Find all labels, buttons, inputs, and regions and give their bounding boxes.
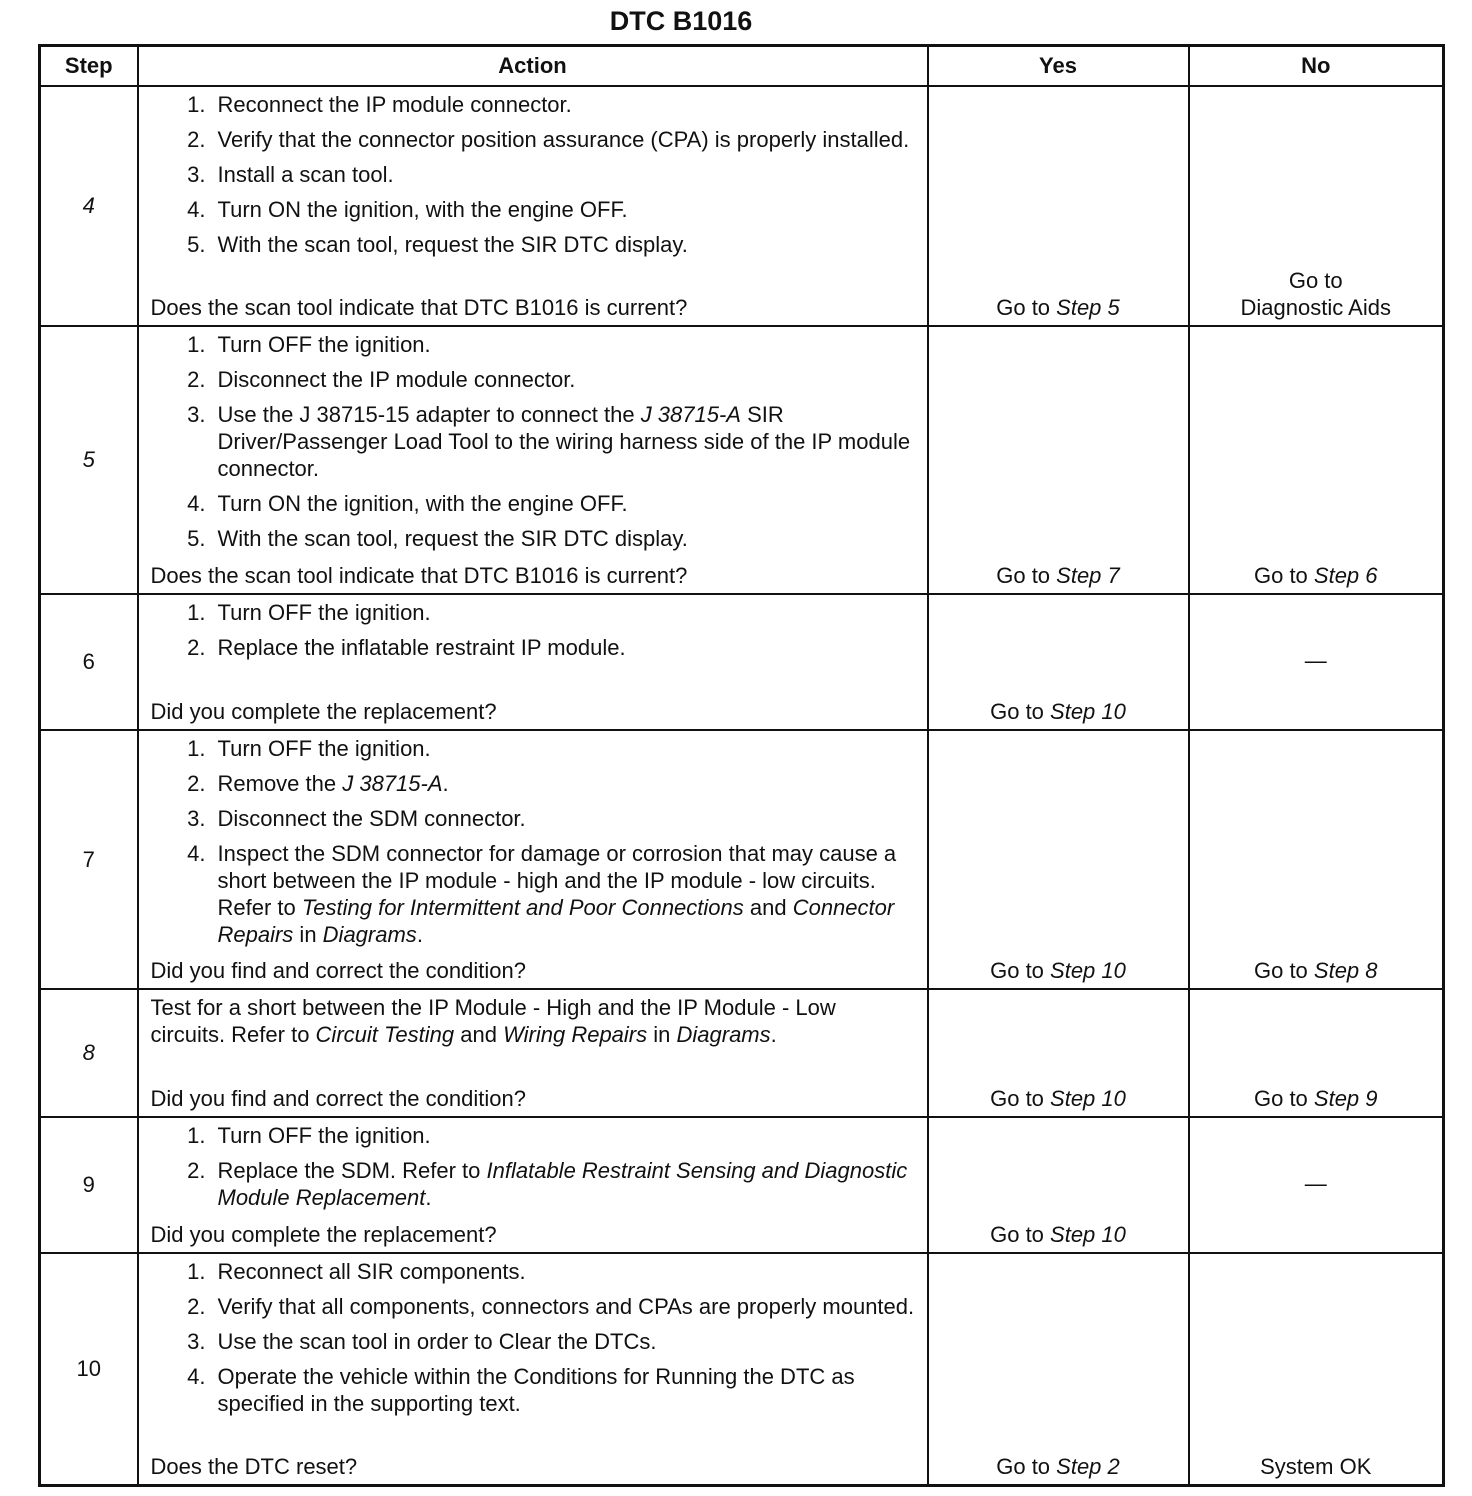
item-text-segment: Inflatable Restraint Sensing and Diagnostic Module Replacement <box>217 1158 908 1210</box>
paragraph-segment: Wiring Repairs <box>503 1022 648 1047</box>
item-text-segment: Install a scan tool. <box>217 162 394 187</box>
item-text <box>218 735 915 762</box>
item-text <box>218 490 915 517</box>
action-item <box>151 840 915 948</box>
item-text <box>218 1363 915 1417</box>
item-text-segment: J 38715-A <box>640 402 741 427</box>
action-item <box>151 525 915 552</box>
item-number: 4. <box>187 197 206 222</box>
item-text <box>218 770 915 797</box>
no-result-segment: Step 9 <box>1313 1086 1378 1111</box>
action-item <box>151 331 915 358</box>
paragraph-segment: and <box>454 1022 504 1047</box>
page-title: DTC B1016 <box>609 6 753 36</box>
action-cell <box>138 1117 928 1253</box>
action-item <box>151 805 915 832</box>
item-text <box>218 1328 915 1355</box>
item-number: 4. <box>187 491 206 516</box>
question: Did you find and correct the condition? <box>150 1086 526 1111</box>
action-content <box>139 731 927 988</box>
action-item <box>151 599 915 626</box>
item-text-segment: . <box>425 1185 432 1210</box>
dtc-table <box>38 44 1445 1487</box>
step-number: 8 <box>40 989 138 1117</box>
item-text-segment: Turn OFF the ignition. <box>217 600 431 625</box>
item-text-segment: Connector Repairs <box>217 895 895 947</box>
item-text-segment: Disconnect the SDM connector. <box>217 806 526 831</box>
item-text <box>218 366 915 393</box>
no-result-segment: Go to <box>1253 563 1314 588</box>
yes-result-segment: Go to <box>990 1222 1051 1247</box>
action-item <box>151 770 915 797</box>
step-row <box>40 86 1444 326</box>
item-text-segment: Turn OFF the ignition. <box>217 1123 431 1148</box>
yes-result-segment: Step 10 <box>1050 1222 1126 1247</box>
item-number: 1. <box>187 600 206 625</box>
step-row <box>40 1117 1444 1253</box>
action-cell <box>138 594 928 730</box>
yes-result <box>928 1253 1189 1486</box>
item-text-segment: . <box>442 771 449 796</box>
action-content <box>139 990 927 1116</box>
action-item <box>151 1157 915 1211</box>
item-number: 3. <box>187 806 206 831</box>
header-action: Action <box>138 46 928 87</box>
no-result-segment: Step 6 <box>1313 563 1378 588</box>
item-text-segment: With the scan tool, request the SIR DTC display. <box>217 526 688 551</box>
item-text <box>218 634 915 661</box>
item-text-segment: Turn ON the ignition, with the engine OFF. <box>217 197 628 222</box>
question: Does the scan tool indicate that DTC B1016 is current? <box>150 563 688 588</box>
item-text-segment: With the scan tool, request the SIR DTC display. <box>217 232 688 257</box>
yes-result-segment: Step 10 <box>1050 699 1126 724</box>
header-row <box>40 46 1444 87</box>
no-result <box>1189 594 1444 730</box>
action-content <box>139 327 927 593</box>
item-number: 5. <box>187 526 206 551</box>
paragraph-segment: Diagrams <box>676 1022 771 1047</box>
action-item <box>151 196 915 223</box>
item-text-segment: Remove the <box>217 771 343 796</box>
action-cell <box>138 326 928 594</box>
step-number: 6 <box>40 594 138 730</box>
item-text-segment: Testing for Intermittent and Poor Connections <box>301 895 744 920</box>
item-number: 1. <box>187 1259 206 1284</box>
no-result-segment: — <box>1304 1170 1327 1196</box>
yes-result <box>928 326 1189 594</box>
action-item <box>151 91 915 118</box>
item-text-segment: SIR Driver/Passenger Load Tool to the wiring harness side of the IP module connector. <box>217 402 911 481</box>
no-result <box>1189 1117 1444 1253</box>
step-row <box>40 326 1444 594</box>
no-result-segment: Go to <box>1253 1086 1314 1111</box>
item-text <box>218 599 915 626</box>
item-number: 2. <box>187 367 206 392</box>
action-cell <box>138 86 928 326</box>
item-text-segment: Turn OFF the ignition. <box>217 332 431 357</box>
step-number: 4 <box>40 86 138 326</box>
no-result <box>1189 326 1444 594</box>
action-paragraph <box>151 994 915 1048</box>
paragraph-segment: in <box>647 1022 677 1047</box>
action-content <box>139 1118 927 1252</box>
action-item <box>151 366 915 393</box>
item-number: 5. <box>187 232 206 257</box>
item-text <box>218 1258 915 1285</box>
question: Does the DTC reset? <box>150 1454 358 1479</box>
item-number: 4. <box>187 1364 206 1389</box>
yes-result-segment: Go to <box>990 958 1051 983</box>
item-text-segment: Turn OFF the ignition. <box>217 736 431 761</box>
item-text <box>218 1293 915 1320</box>
yes-result <box>928 730 1189 989</box>
action-item <box>151 1363 915 1417</box>
action-content <box>139 1254 927 1484</box>
header-no: No <box>1189 46 1444 87</box>
item-text-segment: Reconnect all SIR components. <box>217 1259 526 1284</box>
item-text <box>218 91 915 118</box>
step-number: 5 <box>40 326 138 594</box>
step-number: 9 <box>40 1117 138 1253</box>
item-text <box>218 1157 915 1211</box>
paragraph-segment: Test for a short between the IP Module - High and the IP Module - Low circuits. Refer to <box>150 995 836 1047</box>
yes-result <box>928 1117 1189 1253</box>
item-number: 1. <box>187 332 206 357</box>
item-text <box>218 525 915 552</box>
item-text-segment: Disconnect the IP module connector. <box>217 367 576 392</box>
item-text <box>218 805 915 832</box>
yes-result-segment: Step 2 <box>1056 1454 1120 1479</box>
action-list <box>151 994 915 1085</box>
yes-result <box>928 594 1189 730</box>
action-item <box>151 490 915 517</box>
item-text-segment: Inspect the SDM connector for damage or corrosion that may cause a short between the IP module - high and the IP module - low circuits. Refer to <box>217 841 897 920</box>
item-text <box>218 1122 915 1149</box>
action-item <box>151 161 915 188</box>
item-text-segment: Replace the SDM. Refer to <box>217 1158 487 1183</box>
no-result-segment: Go to <box>1288 268 1343 293</box>
action-cell <box>138 1253 928 1486</box>
item-text-segment: Use the J 38715-15 adapter to connect the <box>217 402 641 427</box>
action-item <box>151 1293 915 1320</box>
yes-result-segment: Go to <box>990 699 1051 724</box>
yes-result-segment: Go to <box>996 295 1057 320</box>
no-result <box>1189 86 1444 326</box>
yes-result-segment: Go to <box>996 563 1057 588</box>
header-yes: Yes <box>928 46 1189 87</box>
item-text-segment: . <box>416 922 423 947</box>
item-number: 3. <box>187 162 206 187</box>
item-text <box>218 161 915 188</box>
action-cell <box>138 730 928 989</box>
yes-result-segment: Step 10 <box>1050 1086 1126 1111</box>
no-result <box>1189 730 1444 989</box>
action-content <box>139 87 927 325</box>
no-result <box>1189 989 1444 1117</box>
item-text-segment: Reconnect the IP module connector. <box>217 92 572 117</box>
action-item <box>151 735 915 762</box>
action-item <box>151 231 915 258</box>
action-list <box>151 1122 915 1221</box>
question: Did you complete the replacement? <box>150 1222 497 1247</box>
yes-result-segment: Go to <box>990 1086 1051 1111</box>
item-text <box>218 840 915 948</box>
step-number: 10 <box>40 1253 138 1486</box>
action-item <box>151 1122 915 1149</box>
no-result-segment: Step 8 <box>1313 958 1378 983</box>
item-text-segment: J 38715-A <box>342 771 443 796</box>
question: Did you complete the replacement? <box>150 699 497 724</box>
yes-result <box>928 989 1189 1117</box>
action-list <box>151 1258 915 1453</box>
yes-result-segment: Step 10 <box>1050 958 1126 983</box>
action-cell <box>138 989 928 1117</box>
step-row <box>40 594 1444 730</box>
no-result <box>1189 1253 1444 1486</box>
step-number: 7 <box>40 730 138 989</box>
step-row <box>40 730 1444 989</box>
no-result-segment: Go to <box>1253 958 1314 983</box>
item-number: 2. <box>187 1294 206 1319</box>
paragraph-segment: . <box>770 1022 777 1047</box>
item-number: 1. <box>187 1123 206 1148</box>
item-text <box>218 196 915 223</box>
action-list <box>151 599 915 698</box>
action-list <box>151 735 915 957</box>
action-item <box>151 1258 915 1285</box>
item-text-segment: and <box>743 895 793 920</box>
question: Does the scan tool indicate that DTC B1016 is current? <box>150 295 688 320</box>
item-text-segment: in <box>293 922 323 947</box>
paragraph-segment: Circuit Testing <box>315 1022 455 1047</box>
item-text <box>218 331 915 358</box>
header-step: Step <box>40 46 138 87</box>
item-number: 2. <box>187 127 206 152</box>
action-item <box>151 634 915 661</box>
item-text <box>218 231 915 258</box>
yes-result <box>928 86 1189 326</box>
item-number: 2. <box>187 635 206 660</box>
item-text-segment: Operate the vehicle within the Conditions for Running the DTC as specified in the supporting text. <box>217 1364 855 1416</box>
yes-result-segment: Step 7 <box>1056 563 1120 588</box>
item-number: 2. <box>187 1158 206 1183</box>
no-result-segment: Diagnostic Aids <box>1240 295 1391 320</box>
step-row <box>40 1253 1444 1486</box>
item-text-segment: Diagrams <box>322 922 417 947</box>
item-text <box>218 126 915 153</box>
step-row <box>40 989 1444 1117</box>
item-text <box>218 401 915 482</box>
item-number: 4. <box>187 841 206 866</box>
item-number: 3. <box>187 402 206 427</box>
action-list <box>151 91 915 294</box>
yes-result-segment: Go to <box>996 1454 1057 1479</box>
yes-result-segment: Step 5 <box>1056 295 1120 320</box>
question: Did you find and correct the condition? <box>150 958 526 983</box>
item-text-segment: Use the scan tool in order to Clear the DTCs. <box>217 1329 657 1354</box>
item-text-segment: Verify that the connector position assurance (CPA) is properly installed. <box>217 127 910 152</box>
item-number: 2. <box>187 771 206 796</box>
action-content <box>139 595 927 729</box>
no-result-segment: System OK <box>1260 1454 1372 1479</box>
action-list <box>151 331 915 562</box>
item-text-segment: Verify that all components, connectors and CPAs are properly mounted. <box>217 1294 915 1319</box>
action-item <box>151 126 915 153</box>
item-number: 1. <box>187 92 206 117</box>
item-text-segment: Turn ON the ignition, with the engine OFF. <box>217 491 628 516</box>
action-item <box>151 1328 915 1355</box>
item-text-segment: Replace the inflatable restraint IP module. <box>217 635 626 660</box>
item-number: 1. <box>187 736 206 761</box>
item-number: 3. <box>187 1329 206 1354</box>
action-item <box>151 401 915 482</box>
no-result-segment: — <box>1304 647 1327 673</box>
